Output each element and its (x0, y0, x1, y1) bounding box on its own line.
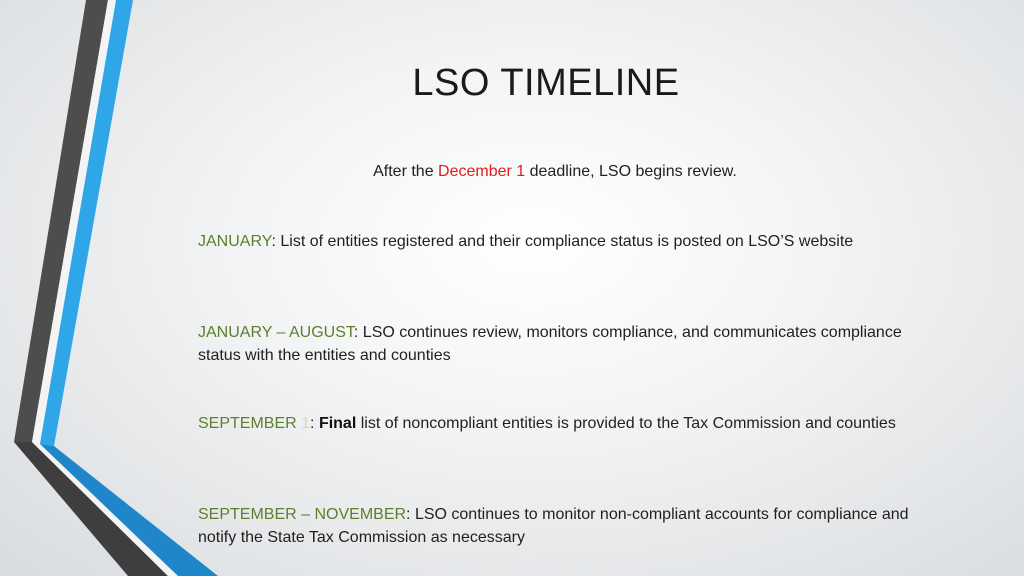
timeline-entry-september-november (198, 503, 918, 549)
timeline-entry-january (198, 230, 918, 253)
entry-text: : List of entities registered and their compliance status is posted on LSO’S website (271, 233, 854, 250)
timeline-entry-september (198, 412, 918, 435)
entry-text: : LSO continues review, monitors compliance, and communicates compliance status with the entities and counties (198, 324, 902, 364)
dark-stripe-diagonal (14, 442, 168, 576)
entry-label: JANUARY (198, 233, 272, 250)
entry-text: list of noncompliant entities is provided to the Tax Commission and counties (356, 415, 896, 432)
entry-label-note: 1 (301, 415, 311, 432)
white-stripe-diagonal (32, 442, 178, 576)
slide-subtitle (300, 163, 810, 181)
entry-label: SEPTEMBER (198, 415, 297, 432)
subtitle-after: deadline, LSO begins review. (525, 163, 737, 180)
slide-title: LSO TIMELINE (412, 62, 680, 104)
entry-separator: : (310, 415, 319, 432)
entry-label: JANUARY – AUGUST (198, 324, 354, 341)
entry-text: : LSO continues to monitor non-compliant accounts for compliance and notify the State Tax Commission as necessary (198, 506, 909, 546)
white-stripe-vertical (32, 0, 116, 444)
entry-bold-word: Final (318, 415, 357, 432)
entry-label: SEPTEMBER – NOVEMBER (198, 506, 407, 523)
timeline-entry-january-august (198, 321, 918, 367)
subtitle-deadline: December 1 (438, 163, 526, 180)
subtitle-before: After the (373, 163, 439, 180)
